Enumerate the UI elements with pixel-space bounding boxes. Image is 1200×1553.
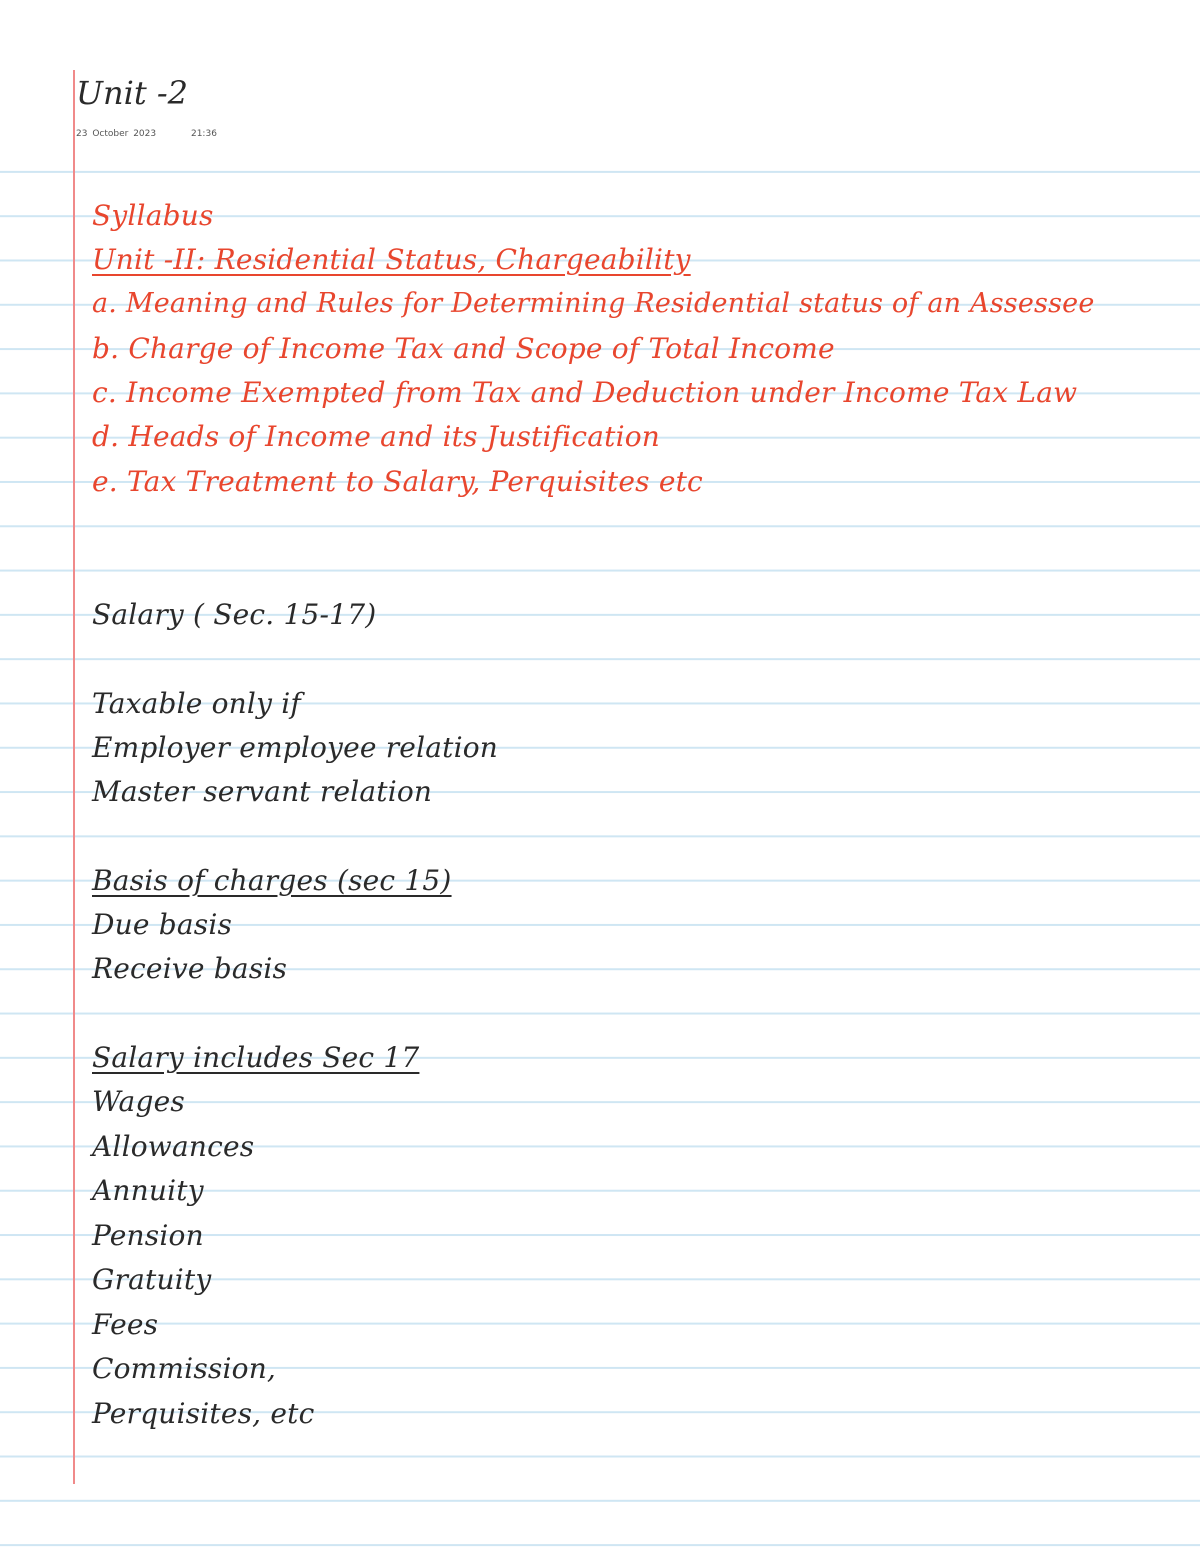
note-date: 23 October 2023 xyxy=(76,129,157,139)
includes-item: Fees xyxy=(92,1308,159,1341)
syllabus-heading: Syllabus xyxy=(92,199,214,232)
basis-heading: Basis of charges (sec 15) xyxy=(92,864,452,897)
includes-item: Wages xyxy=(92,1085,185,1118)
syllabus-item: c. Income Exempted from Tax and Deduction under Income Tax Law xyxy=(92,376,1078,409)
includes-heading: Salary includes Sec 17 xyxy=(92,1041,420,1074)
margin-line xyxy=(73,70,75,1484)
salary-heading: Salary ( Sec. 15-17) xyxy=(92,598,377,631)
basis-item: Receive basis xyxy=(92,952,288,985)
includes-item: Gratuity xyxy=(92,1263,212,1296)
includes-item: Allowances xyxy=(92,1130,255,1163)
taxable-line: Taxable only if xyxy=(92,687,301,720)
syllabus-item: d. Heads of Income and its Justification xyxy=(92,420,661,453)
includes-item: Annuity xyxy=(92,1174,204,1207)
page-title: Unit -2 xyxy=(76,74,189,112)
taxable-line: Master servant relation xyxy=(92,775,433,808)
note-time: 21:36 xyxy=(190,129,217,139)
taxable-line: Employer employee relation xyxy=(92,731,499,764)
note-timestamp xyxy=(76,129,217,139)
includes-item: Perquisites, etc xyxy=(92,1397,315,1430)
basis-item: Due basis xyxy=(92,908,233,941)
includes-item: Commission, xyxy=(92,1352,277,1385)
syllabus-item: b. Charge of Income Tax and Scope of Total Income xyxy=(92,332,835,365)
syllabus-unit: Unit -II: Residential Status, Chargeability xyxy=(92,243,691,276)
syllabus-item: a. Meaning and Rules for Determining Residential status of an Assessee xyxy=(92,288,1095,319)
includes-item: Pension xyxy=(92,1219,204,1252)
syllabus-item: e. Tax Treatment to Salary, Perquisites etc xyxy=(92,465,703,498)
